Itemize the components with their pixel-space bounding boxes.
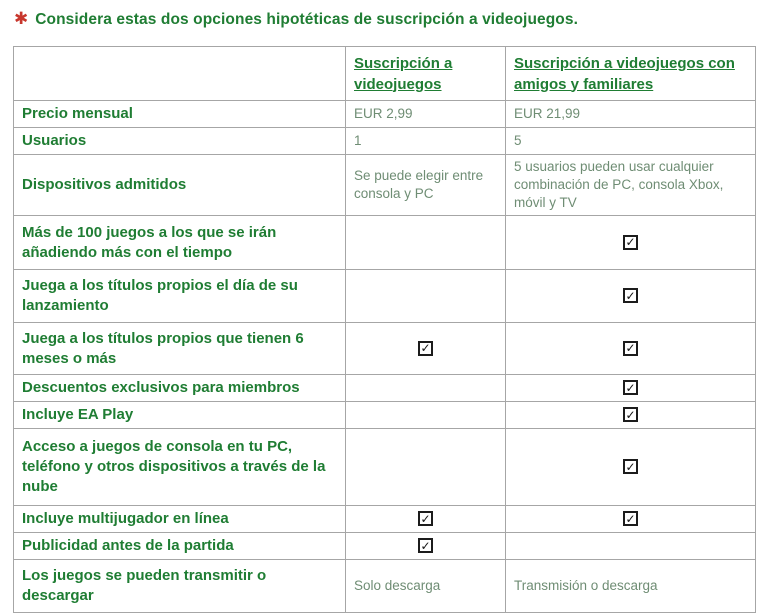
feature-label: Incluye EA Play (14, 402, 346, 429)
feature-label: Publicidad antes de la partida (14, 533, 346, 560)
feature-label: Usuarios (14, 128, 346, 155)
plan-1-check-cell (346, 375, 506, 402)
plan-2-value: Transmisión o descarga (506, 560, 756, 613)
feature-label: Juega a los títulos propios que tienen 6 meses o más (14, 323, 346, 375)
checked-checkbox-icon (623, 511, 638, 526)
plan-2-value: 5 (506, 128, 756, 155)
header-cell-plan-2 (506, 47, 756, 101)
checked-checkbox-icon (418, 511, 433, 526)
table-row-stream-or-download (14, 560, 756, 613)
plan-1-check-cell (346, 323, 506, 375)
plan-1-check-cell (346, 429, 506, 506)
plan-1-check-cell (346, 533, 506, 560)
feature-label: Descuentos exclusivos para miembros (14, 375, 346, 402)
table-row-ea-play (14, 402, 756, 429)
header-cell-empty (14, 47, 346, 101)
checked-checkbox-icon (418, 538, 433, 553)
required-asterisk-icon: ✱ (14, 9, 29, 28)
plan-1-value: 1 (346, 128, 506, 155)
table-row-6-month-titles (14, 323, 756, 375)
table-row-devices (14, 155, 756, 216)
table-row-day-one-titles (14, 270, 756, 323)
table-header-row (14, 47, 756, 101)
plan-2-check-cell (506, 323, 756, 375)
plan-2-check-cell (506, 216, 756, 270)
plan-2-check-cell (506, 375, 756, 402)
plan-1-check-cell (346, 506, 506, 533)
plan-1-check-cell (346, 216, 506, 270)
feature-label: Los juegos se pueden transmitir o descargar (14, 560, 346, 613)
subscription-comparison-table (13, 46, 756, 613)
plan-2-link[interactable]: Suscripción a videojuegos con amigos y familiares (514, 54, 735, 93)
feature-label: Precio mensual (14, 101, 346, 128)
plan-2-value: 5 usuarios pueden usar cualquier combinación de PC, consola Xbox, móvil y TV (506, 155, 756, 216)
feature-label: Acceso a juegos de consola en tu PC, teléfono y otros dispositivos a través de la nube (14, 429, 346, 506)
plan-2-check-cell (506, 402, 756, 429)
plan-2-check-cell (506, 429, 756, 506)
table-row-discounts (14, 375, 756, 402)
feature-label: Más de 100 juegos a los que se irán añadiendo más con el tiempo (14, 216, 346, 270)
checked-checkbox-icon (418, 341, 433, 356)
plan-1-value: EUR 2,99 (346, 101, 506, 128)
table-row-ads-before-match (14, 533, 756, 560)
table-row-online-multiplayer (14, 506, 756, 533)
checked-checkbox-icon (623, 288, 638, 303)
checked-checkbox-icon (623, 341, 638, 356)
plan-2-check-cell (506, 270, 756, 323)
plan-2-check-cell (506, 533, 756, 560)
plan-1-check-cell (346, 270, 506, 323)
table-row-price (14, 101, 756, 128)
feature-label: Dispositivos admitidos (14, 155, 346, 216)
checked-checkbox-icon (623, 459, 638, 474)
checked-checkbox-icon (623, 235, 638, 250)
header-cell-plan-1 (346, 47, 506, 101)
checked-checkbox-icon (623, 407, 638, 422)
table-row-cloud-access (14, 429, 756, 506)
plan-1-link[interactable]: Suscripción a videojuegos (354, 54, 453, 93)
plan-1-value: Solo descarga (346, 560, 506, 613)
question-title (14, 9, 768, 30)
plan-1-value: Se puede elegir entre consola y PC (346, 155, 506, 216)
feature-label: Incluye multijugador en línea (14, 506, 346, 533)
plan-2-check-cell (506, 506, 756, 533)
plan-2-value: EUR 21,99 (506, 101, 756, 128)
plan-1-check-cell (346, 402, 506, 429)
table-row-users (14, 128, 756, 155)
checked-checkbox-icon (623, 380, 638, 395)
feature-label: Juega a los títulos propios el día de su lanzamiento (14, 270, 346, 323)
question-title-text: Considera estas dos opciones hipotéticas de suscripción a videojuegos. (35, 11, 579, 28)
table-row-100-games (14, 216, 756, 270)
